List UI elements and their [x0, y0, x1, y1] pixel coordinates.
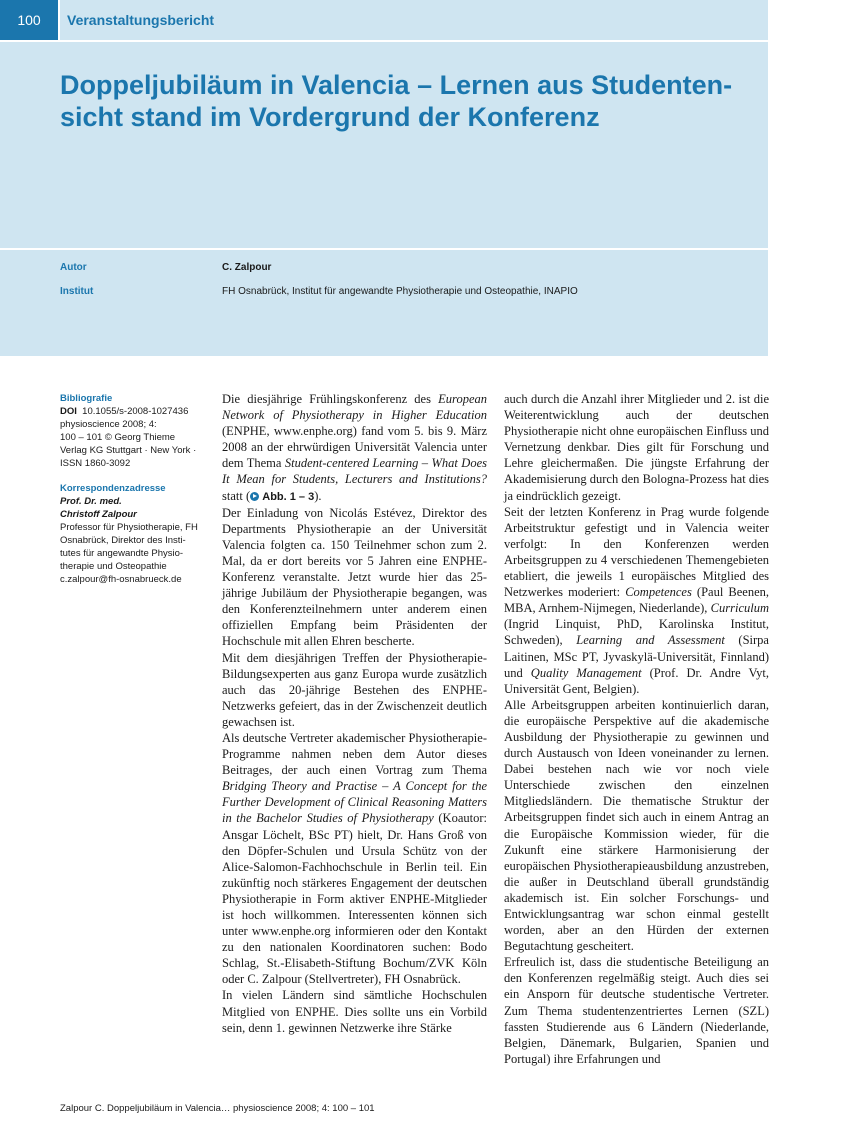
title-block — [0, 42, 768, 248]
paragraph: In vielen Ländern sind sämtliche Hochschulen Mitglied von ENPHE. Dies sollte uns ein Vorbild sein, denn 1. gewinnen Netzwerke ihre Stärke — [222, 988, 487, 1035]
figure-arrow-icon — [250, 492, 259, 501]
bibliography-heading: Bibliografie — [60, 393, 113, 404]
doi-line — [60, 405, 210, 418]
corr-line: therapie und Osteopathie — [60, 561, 167, 572]
doi-value: 10.1055/s-2008-1027436 — [82, 406, 189, 417]
body-column-1 — [222, 391, 487, 1036]
page-header — [0, 0, 768, 40]
corr-line: tutes für angewandte Physio- — [60, 548, 184, 559]
title-line-1: Doppeljubiläum in Valencia – Lernen aus Studenten- — [60, 70, 733, 100]
paragraph: Seit der letzten Konferenz in Prag wurde folgende Arbeitstruktur gefestigt und in Valencia weiter verfolgt: In den Konferenzen werden Arbeitsgruppen zu 4 verschiedenen Themengebieten etabliert, die jeweils 1 europäisches Mitglied des Netzwerkes moderiert: Competences (Paul Beenen, MBA, Arnhem-Nijmegen, Niederlande), Curriculum (Ingrid Linquist, PhD, Karolinska Institut, Schweden), Learning and Assessment (Sirpa Laitinen, MSc PT, Jyvaskylä-Universität, Finnland) und Quality Management (Prof. Dr. Andre Vyt, Universität Gent, Belgien). — [504, 504, 769, 696]
institute-label: Institut — [60, 286, 94, 297]
author-label: Autor — [60, 262, 87, 273]
corr-email: c.zalpour@fh-osnabrueck.de — [60, 574, 182, 585]
paragraph: Der Einladung von Nicolás Estévez, Direktor des Departments Physiotherapie an der Universität Valencia folgten ca. 150 Teilnehmer schon zum 2. Mal, da er dort bereits vor 5 Jahren eine ENPHE-Konferenz veranstalte. Jetzt wurde hier das 25-jährige Jubiläum der Physiotherapie begangen, was den Konferenzteilnehmern unter anderem einen offiziellen Empfang beim Präsidenten der Hochschule mit allen Ehren bescherte. — [222, 505, 487, 649]
paragraph: Die diesjährige Frühlingskonferenz des European Network of Physiotherapy in Higher Education (ENPHE, www.enphe.org) fand vom 5. bis 9. März 2008 an der ehrwürdigen Universität Valencia unter dem Thema Student-centered Learning – What Does It Mean for Students, Lecturers and Institutions? statt ( Abb. 1 – 3). — [222, 392, 487, 503]
section-label: Veranstaltungsbericht — [60, 0, 768, 40]
bib-line: 100 – 101 © Georg Thieme — [60, 432, 176, 443]
author-value: C. Zalpour — [222, 262, 272, 273]
bib-line: physioscience 2008; 4: — [60, 419, 157, 430]
paragraph: Mit dem diesjährigen Treffen der Physiotherapie-Bildungsexperten aus ganz Europa wurde zusätzlich auch das 20-jährige Bestehen des ENPHE-Netzwerks gefeiert, das in der Zwischenzeit deutlich gewachsen ist. — [222, 650, 487, 729]
corr-line: Osnabrück, Direktor des Insti- — [60, 535, 186, 546]
figure-reference[interactable]: Abb. 1 – 3 — [262, 490, 315, 503]
page-number: 100 — [0, 0, 58, 40]
paragraph: Alle Arbeitsgruppen arbeiten kontinuierlich daran, die europäische Perspektive auf die akademische Ausbildung der Physiotherapie zu gewinnen und durch Austausch von Ideen voneinander zu lernen. Dabei bestehen nach wie vor noch viele Unterschiede zwischen den einzelnen Mitgliedsländern. Die thematische Struktur der Arbeitsgruppen findet sich auch in einem Antrag an die Europäische Kommission wieder, für die Zukunft eine stärkere Harmonisierung der europäischen Physiotherapieausbildung anzustreben, die außer in Deutschland überall grundständig akademisch ist. Ein solcher Forschungs- und Entwicklungsantrag war schon einmal gestellt worden, aber an den Hürden der externen Begutachtung gescheitert. — [504, 697, 769, 954]
body-column-2 — [504, 391, 769, 1067]
footer-citation: Zalpour C. Doppeljubiläum in Valencia… physioscience 2008; 4: 100 – 101 — [60, 1103, 375, 1114]
corr-line: Professor für Physiotherapie, FH — [60, 522, 198, 533]
correspondence-heading: Korrespondenzadresse — [60, 483, 166, 494]
bib-line: ISSN 1860-3092 — [60, 458, 131, 469]
paragraph: Als deutsche Vertreter akademischer Physiotherapie-Programme nahmen neben dem Autor dieses Beitrages, der auch einen Vortrag zum Thema Bridging Theory and Practise – A Concept for the Further Development of Clinical Reasoning Matters in the Bachelor Studies of Physiotherapy (Koautor: Ansgar Löchelt, BSc PT) hielt, Dr. Hans Groß von den Döpfer-Schulen und Ursula Schütz von der Alice-Salomon-Fachhochschule in Berlin teil. Ein zukünftig noch stärkeres Engagement der deutschen Physiotherapie in Form aktiver ENPHE-Mitglieder ist hoch willkommen. Interessenten können sich unter www.enphe.org informieren oder den Kontakt zu den nationalen Koordinatoren suchen: Bodo Schlag, St.-Elisabeth-Stiftung Bochum/ZVK Köln oder C. Zalpour (Stellvertreter), FH Osnabrück. — [222, 730, 487, 987]
doi-label: DOI — [60, 406, 77, 417]
title-line-2: sicht stand im Vordergrund der Konferenz — [60, 102, 600, 132]
paragraph: auch durch die Anzahl ihrer Mitglieder und 2. ist die Weiterentwicklung auch der deutschen Physiotherapie nicht ohne europäischen Einfluss und Vernetzung denkbar. Dies gilt für Forschung und Lehre gleichermaßen. Die jüngste Erfahrung der Akademisierung durch den Bologna-Prozess hat dies ja eindrücklich gezeigt. — [504, 392, 769, 503]
bib-line: Verlag KG Stuttgart · New York · — [60, 445, 197, 456]
corr-name-line: Prof. Dr. med. — [60, 496, 122, 507]
article-title — [60, 69, 760, 133]
institute-value: FH Osnabrück, Institut für angewandte Physiotherapie und Osteopathie, INAPIO — [222, 286, 578, 297]
corr-name-line: Christoff Zalpour — [60, 509, 137, 520]
sidebar — [60, 392, 210, 586]
paragraph: Erfreulich ist, dass die studentische Beteiligung an den Konferenzen regelmäßig steigt. Auch dies sei ein Ansporn für deutsche studentische Vertreter. Zum Thema studentenzentriertes Lernen (SZL) fassten Studierende aus 6 Ländern (Niederlande, Belgien, Dänemark, Bulgarien, Spanien und Portugal) ihre Erfahrungen und — [504, 955, 769, 1066]
author-info — [0, 250, 768, 356]
